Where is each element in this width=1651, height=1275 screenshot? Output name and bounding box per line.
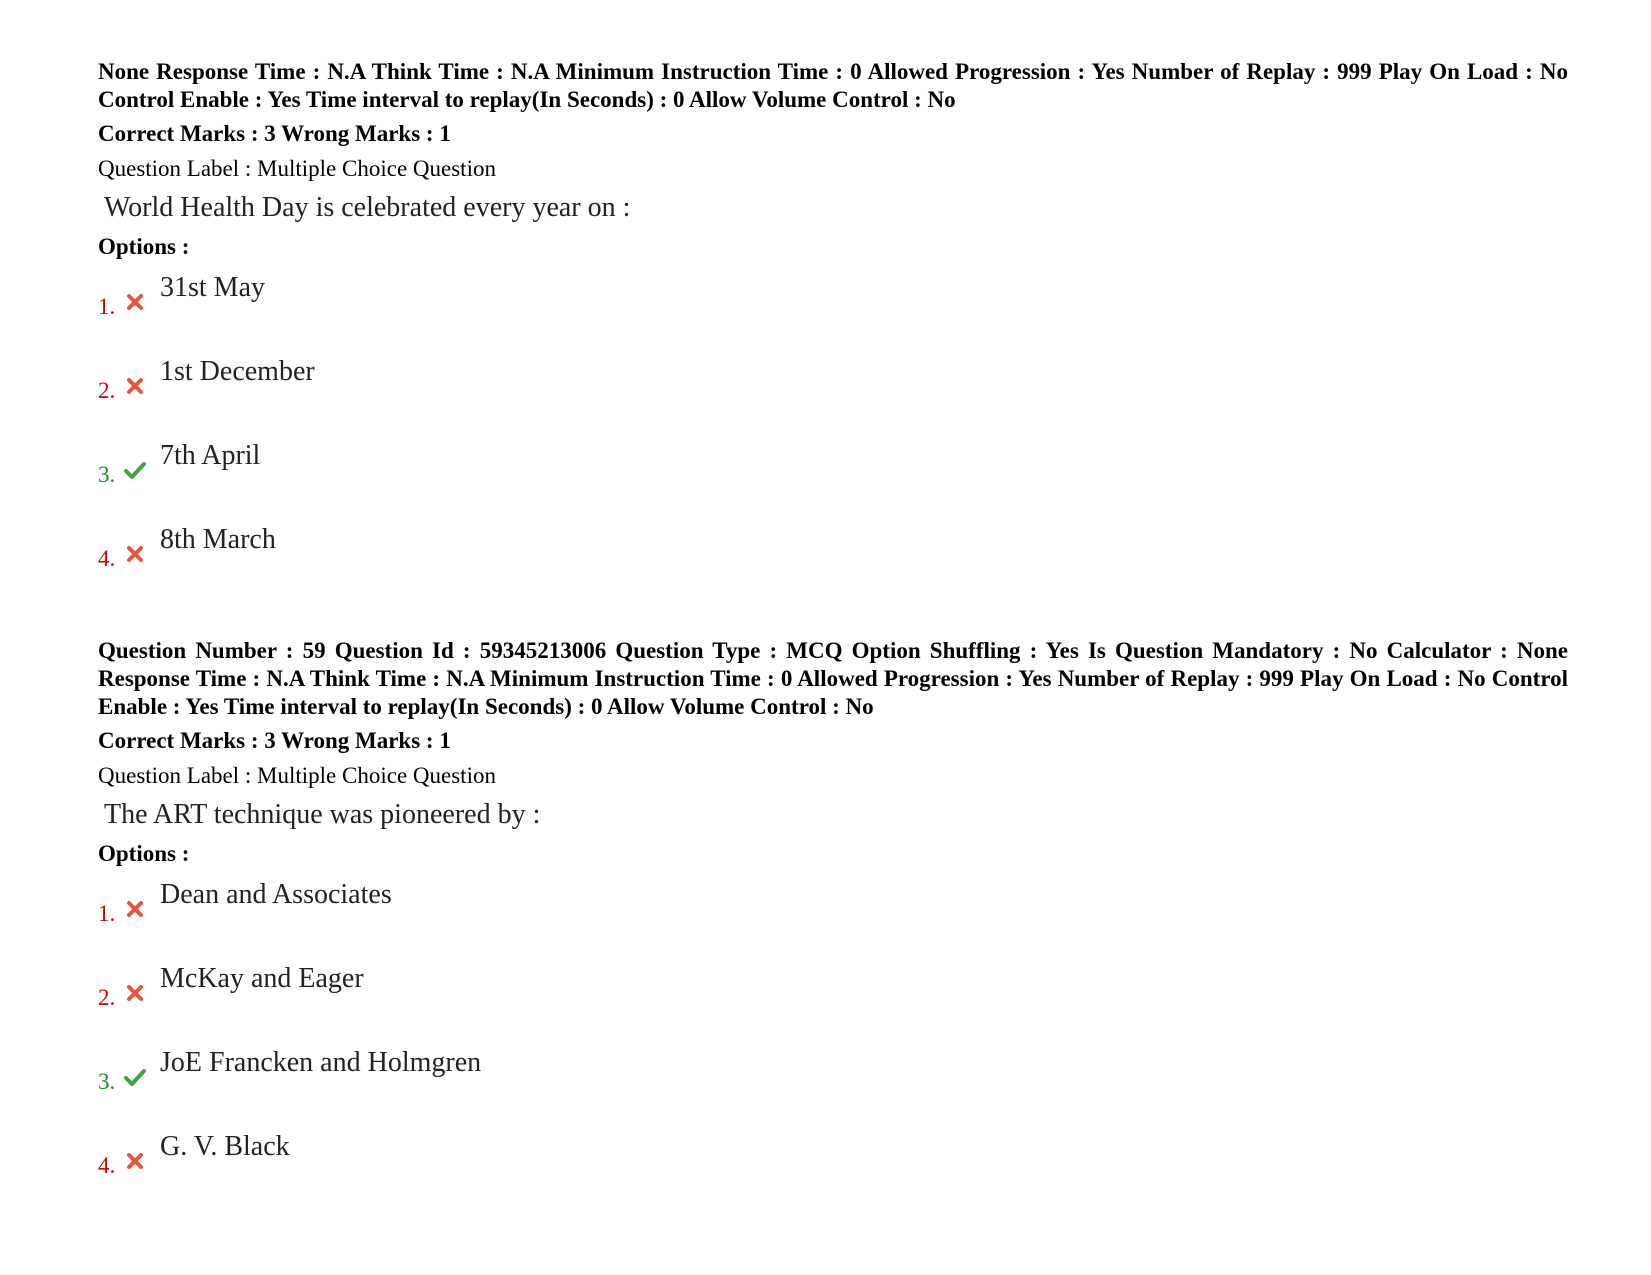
cross-icon (124, 291, 146, 313)
question-block-1 (98, 58, 1568, 607)
option-item (98, 878, 1568, 962)
cross-icon (124, 982, 146, 1004)
option-number: 3. (98, 462, 116, 487)
option-item (98, 523, 1568, 607)
option-text: 31st May (160, 272, 265, 303)
option-text: JoE Francken and Holmgren (160, 1047, 482, 1078)
option-item (98, 1046, 1568, 1130)
marks-line: Correct Marks : 3 Wrong Marks : 1 (98, 121, 451, 146)
question-text: World Health Day is celebrated every year on : (104, 192, 631, 223)
options-list (98, 878, 1568, 1214)
question-meta: Question Number : 59 Question Id : 59345213006 Question Type : MCQ Option Shuffling : Yes Is Question Mandatory : No Calculator : None Response Time : N.A Think Time : N.A Minimum Instruction Time : 0 Allowed Progression : Yes Number of Replay : 999 Play On Load : No Control Enable : Yes Time interval to replay(In Seconds) : 0 Allow Volume Control : No (98, 638, 1568, 719)
option-text: 7th April (160, 440, 261, 471)
question-meta: None Response Time : N.A Think Time : N.A Minimum Instruction Time : 0 Allowed Progression : Yes Number of Replay : 999 Play On Load : No Control Enable : Yes Time interval to replay(In Seconds) : 0 Allow Volume Control : No (98, 59, 1568, 112)
cross-icon (124, 375, 146, 397)
option-item (98, 962, 1568, 1046)
option-number: 1. (98, 901, 116, 926)
options-header: Options : (98, 841, 190, 866)
option-item (98, 271, 1568, 355)
option-number: 2. (98, 378, 116, 403)
option-text: 1st December (160, 356, 315, 387)
option-text: McKay and Eager (160, 963, 364, 994)
options-header: Options : (98, 234, 190, 259)
option-text: G. V. Black (160, 1131, 290, 1162)
option-text: 8th March (160, 524, 276, 555)
option-item (98, 1130, 1568, 1214)
option-item (98, 439, 1568, 523)
check-icon (124, 459, 146, 481)
option-number: 2. (98, 985, 116, 1010)
option-number: 4. (98, 546, 116, 571)
document-page (98, 58, 1568, 1214)
option-item (98, 355, 1568, 439)
cross-icon (124, 898, 146, 920)
marks-line: Correct Marks : 3 Wrong Marks : 1 (98, 728, 451, 753)
option-number: 1. (98, 294, 116, 319)
question-text: The ART technique was pioneered by : (104, 799, 541, 830)
option-number: 3. (98, 1069, 116, 1094)
cross-icon (124, 543, 146, 565)
option-number: 4. (98, 1153, 116, 1178)
cross-icon (124, 1150, 146, 1172)
question-label: Question Label : Multiple Choice Question (98, 156, 496, 181)
question-block-2 (98, 637, 1568, 1214)
option-text: Dean and Associates (160, 879, 392, 910)
options-list (98, 271, 1568, 607)
check-icon (124, 1066, 146, 1088)
question-label: Question Label : Multiple Choice Question (98, 763, 496, 788)
